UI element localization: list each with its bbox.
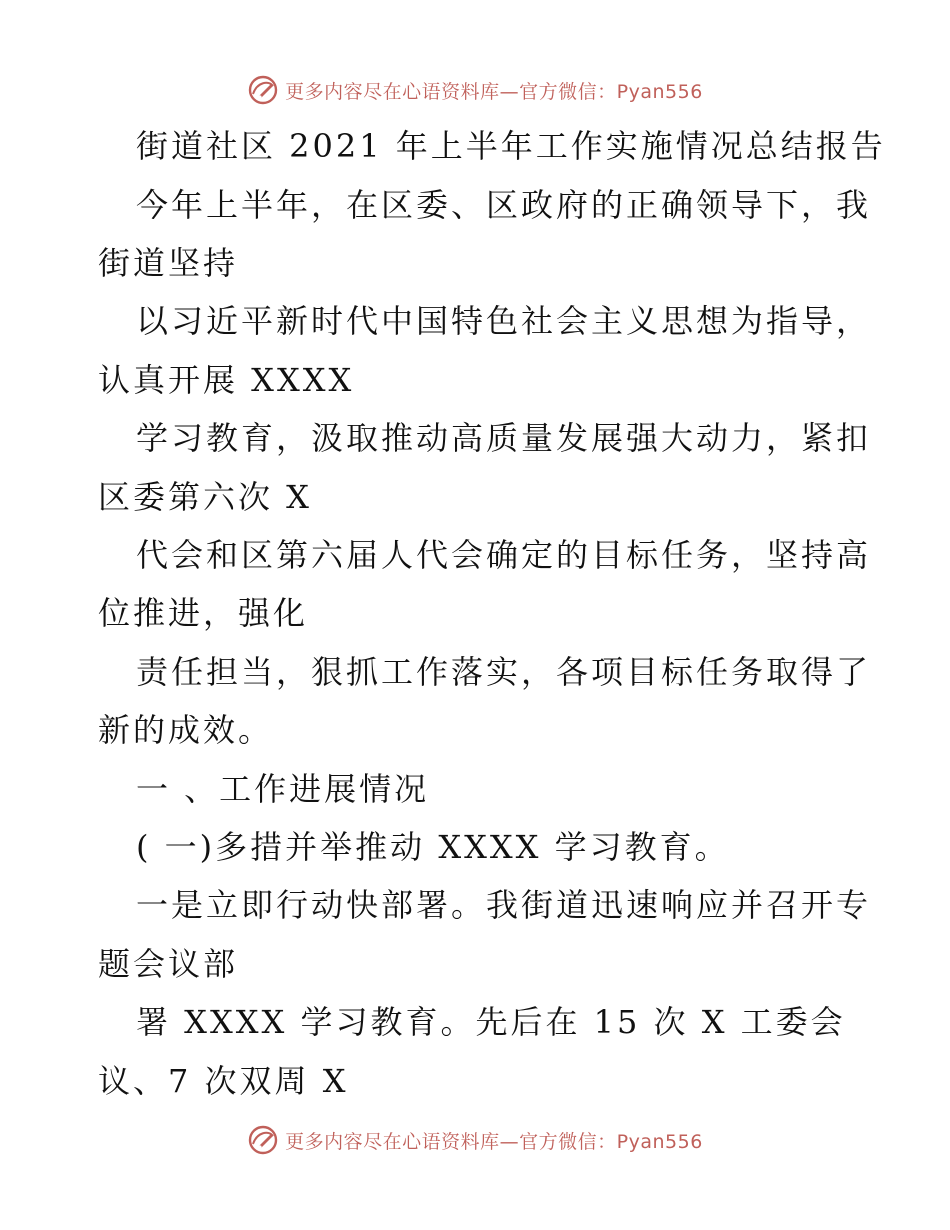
paragraph-line: 议、7 次双周 X bbox=[98, 1062, 349, 1100]
banner-account: Pyan556 bbox=[616, 1130, 703, 1153]
subsection-heading: ( 一)多措并举推动 XXXX 学习教育。 bbox=[136, 828, 730, 866]
paragraph-line: 位推进，强化 bbox=[98, 594, 309, 632]
pen-swirl-logo-icon bbox=[247, 1124, 279, 1156]
paragraph-line: 代会和区第六届人代会确定的目标任务，坚持高 bbox=[136, 536, 872, 574]
paragraph-line: 今年上半年，在区委、区政府的正确领导下，我 bbox=[136, 186, 872, 224]
footer-banner bbox=[0, 1120, 950, 1160]
paragraph-line: 以习近平新时代中国特色社会主义思想为指导， bbox=[136, 302, 872, 340]
banner-account: Pyan556 bbox=[616, 80, 703, 103]
banner-text bbox=[285, 1127, 703, 1154]
paragraph-line: 区委第六次 X bbox=[98, 478, 312, 516]
paragraph-line: 街道坚持 bbox=[98, 244, 239, 282]
paragraph-line: 一是立即行动快部署。我街道迅速响应并召开专 bbox=[136, 886, 872, 924]
document-title: 街道社区 2021 年上半年工作实施情况总结报告 bbox=[136, 127, 886, 165]
banner-slogan: 更多内容尽在心语资料库—官方微信： bbox=[285, 1130, 617, 1153]
paragraph-line: 认真开展 XXXX bbox=[98, 361, 355, 399]
paragraph-line: 学习教育，汲取推动高质量发展强大动力，紧扣 bbox=[136, 419, 872, 457]
paragraph-line: 署 XXXX 学习教育。先后在 15 次 X 工委会 bbox=[136, 1003, 846, 1041]
section-heading: 一 、工作进展情况 bbox=[136, 770, 430, 808]
paragraph-line: 新的成效。 bbox=[98, 711, 274, 749]
paragraph-line: 题会议部 bbox=[98, 945, 239, 983]
paragraph-line: 责任担当，狠抓工作落实，各项目标任务取得了 bbox=[136, 653, 872, 691]
banner-slogan: 更多内容尽在心语资料库—官方微信： bbox=[285, 80, 617, 103]
